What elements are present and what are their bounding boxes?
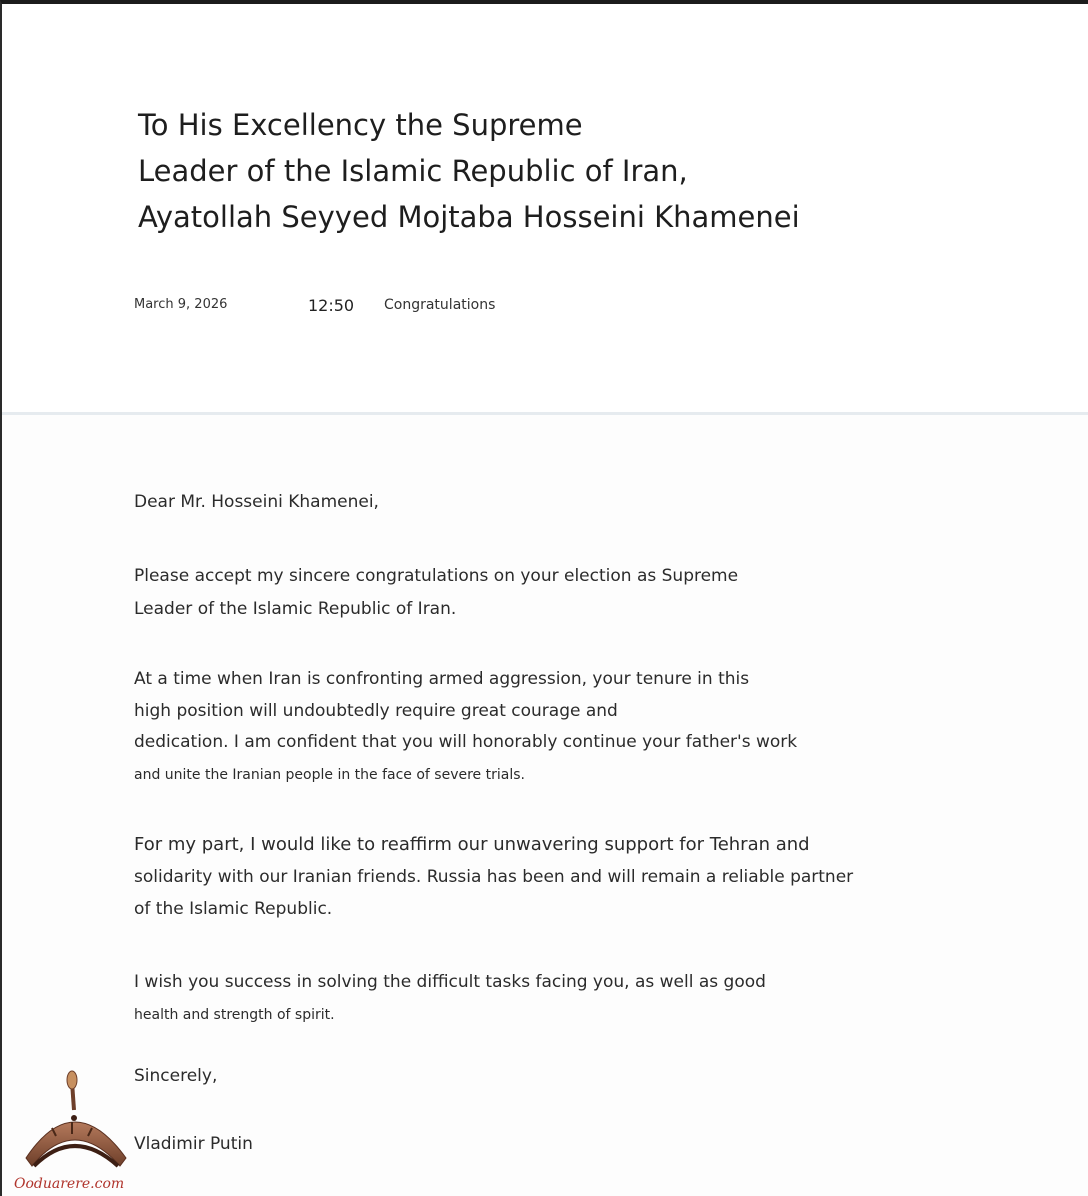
meta-time: 12:50: [308, 296, 355, 315]
paragraph-2-line: dedication. I am confident that you will honorably continue your father's work: [134, 732, 798, 752]
paragraph-1-line: Please accept my sincere congratulations on your election as Supreme: [134, 566, 739, 586]
paragraph-3-line: For my part, I would like to reaffirm our unwavering support for Tehran and: [134, 834, 810, 855]
paragraph-3-line: of the Islamic Republic.: [134, 899, 333, 919]
meta-subject: Congratulations: [384, 297, 496, 313]
paragraph-4-line: I wish you success in solving the difficult tasks facing you, as well as good: [134, 972, 766, 992]
paragraph-2-line: At a time when Iran is confronting armed aggression, your tenure in this: [134, 669, 750, 689]
watermark-text: Ooduarere.com: [14, 1176, 125, 1192]
paragraph-4: [134, 966, 766, 1032]
salutation: Dear Mr. Hosseini Khamenei,: [134, 492, 379, 512]
paragraph-2: [134, 663, 797, 792]
letter-header: [2, 4, 1088, 412]
closing: Sincerely,: [134, 1066, 218, 1086]
paragraph-1-line: Leader of the Islamic Republic of Iran.: [134, 599, 457, 619]
title-line-2: Leader of the Islamic Republic of Iran,: [138, 154, 688, 188]
signature: Vladimir Putin: [134, 1134, 253, 1154]
letter-title: [138, 102, 800, 240]
paragraph-4-line: health and strength of spirit.: [134, 1007, 335, 1023]
paragraph-2-line: and unite the Iranian people in the face of severe trials.: [134, 767, 525, 783]
title-line-3: Ayatollah Seyyed Mojtaba Hosseini Khamenei: [138, 200, 800, 234]
title-line-1: To His Excellency the Supreme: [138, 108, 583, 142]
paragraph-3: [134, 829, 853, 925]
meta-date: March 9, 2026: [134, 297, 228, 312]
paragraph-3-line: solidarity with our Iranian friends. Russia has been and will remain a reliable partner: [134, 867, 854, 887]
paragraph-2-line: high position will undoubtedly require great courage and: [134, 701, 618, 721]
paragraph-1: [134, 560, 738, 626]
